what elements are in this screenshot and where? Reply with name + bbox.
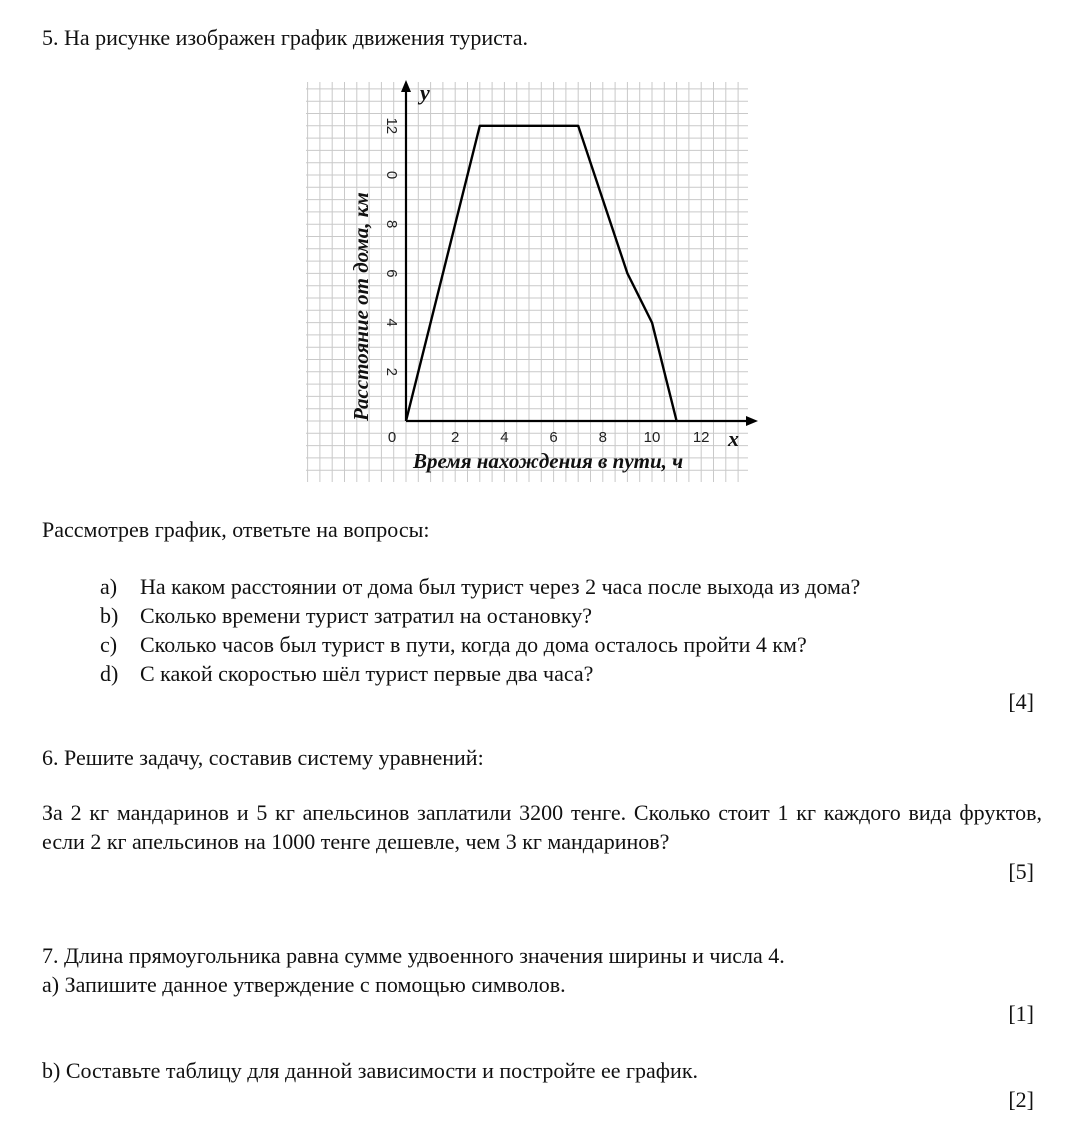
question-text: На каком расстоянии от дома был турист через 2 часа после выхода из дома?	[140, 574, 861, 599]
x-tick-label: 10	[643, 429, 661, 446]
question-label: d)	[100, 661, 119, 686]
question-label: a)	[100, 574, 118, 599]
question-text: Сколько часов был турист в пути, когда до дома осталось пройти 4 км?	[140, 632, 807, 657]
x-tick-label: 2	[451, 429, 460, 446]
y-tick-label: 0	[383, 170, 400, 180]
y-tick-label: 4	[383, 318, 400, 327]
y-tick-label: 8	[383, 220, 400, 229]
list-item	[100, 572, 860, 601]
task5-mark: [4]	[1008, 689, 1034, 714]
x-axis-letter: x	[728, 426, 739, 451]
x-axis-arrow	[746, 416, 758, 426]
task6-mark: [5]	[1008, 859, 1034, 884]
task6-text: За 2 кг мандаринов и 5 кг апельсинов заплатили 3200 тенге. Сколько стоит 1 кг каждого вида фруктов, если 2 кг апельсинов на 1000 тенге дешевле, чем 3 кг мандаринов?	[42, 800, 1042, 854]
question-list	[100, 572, 860, 688]
y-tick-label: 12	[383, 117, 400, 135]
task7-part-a: а) Запишите данное утверждение с помощью символов.	[42, 972, 566, 997]
x-axis-title: Время нахождения в пути, ч	[413, 449, 684, 473]
task7-heading: 7. Длина прямоугольника равна сумме удвоенного значения ширины и числа 4.	[42, 943, 785, 968]
task7-mark-a: [1]	[1008, 1001, 1034, 1026]
x-tick-label: 12	[692, 429, 710, 446]
y-axis-letter: y	[420, 80, 430, 105]
y-tick-labels	[383, 117, 400, 376]
x-tick-label: 0	[387, 429, 397, 446]
x-tick-labels	[388, 429, 710, 446]
y-tick-label: 6	[383, 269, 400, 278]
task7-part-b: b) Составьте таблицу для данной зависимости и постройте ее график.	[42, 1058, 699, 1083]
motion-graph	[300, 78, 760, 490]
task5-heading: 5. На рисунке изображен график движения туриста.	[42, 25, 529, 50]
y-tick-label: 2	[383, 367, 400, 376]
list-item	[100, 630, 860, 659]
x-tick-label: 8	[598, 429, 607, 446]
x-tick-label: 4	[500, 429, 509, 446]
x-tick-label: 6	[549, 429, 558, 446]
y-axis-title: Расстояние от дома, км	[349, 192, 373, 421]
task5-intro: Рассмотрев график, ответьте на вопросы:	[42, 517, 430, 542]
question-text: Сколько времени турист затратил на остановку?	[140, 603, 593, 628]
question-text: С какой скоростью шёл турист первые два часа?	[140, 661, 594, 686]
y-axis-arrow	[401, 80, 411, 92]
task7-mark-b: [2]	[1008, 1087, 1034, 1112]
list-item	[100, 601, 860, 630]
task6-heading: 6. Решите задачу, составив систему уравнений:	[42, 745, 484, 770]
question-label: c)	[100, 632, 118, 657]
list-item	[100, 659, 860, 688]
question-label: b)	[100, 603, 119, 628]
